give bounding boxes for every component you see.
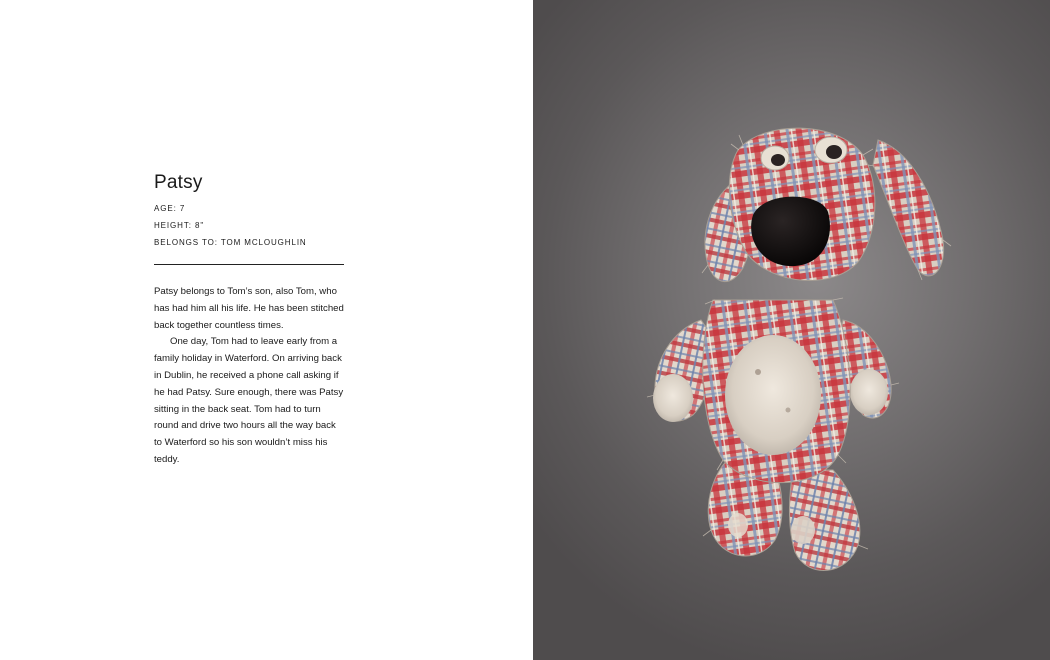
belly bbox=[725, 335, 821, 455]
story-body bbox=[154, 284, 344, 469]
text-block bbox=[154, 172, 344, 469]
divider-rule bbox=[154, 264, 344, 265]
photo-page bbox=[533, 0, 1050, 660]
height-line: HEIGHT: 8" bbox=[154, 221, 205, 230]
right-ear bbox=[873, 140, 944, 276]
toy-name-heading: Patsy bbox=[154, 172, 203, 193]
teddy-photo bbox=[533, 0, 1050, 660]
age-line: AGE: 7 bbox=[154, 204, 186, 213]
story-paragraph-2: One day, Tom had to leave early from a family holiday in Waterford. On arriving back in Dublin, he received a phone call asking if he had Patsy. Sure enough, there was Patsy sitting in the back seat. Tom had to turn round and drive two hours all the way back to Waterford so his son wouldn’t miss his teddy. bbox=[154, 336, 344, 465]
belongs-to-line: BELONGS TO: TOM MCLOUGHLIN bbox=[154, 238, 307, 247]
story-paragraph-1: Patsy belongs to Tom’s son, also Tom, who has had him all his life. He has been stitched back together countless times. bbox=[154, 286, 344, 331]
teddy-figure bbox=[647, 128, 951, 570]
